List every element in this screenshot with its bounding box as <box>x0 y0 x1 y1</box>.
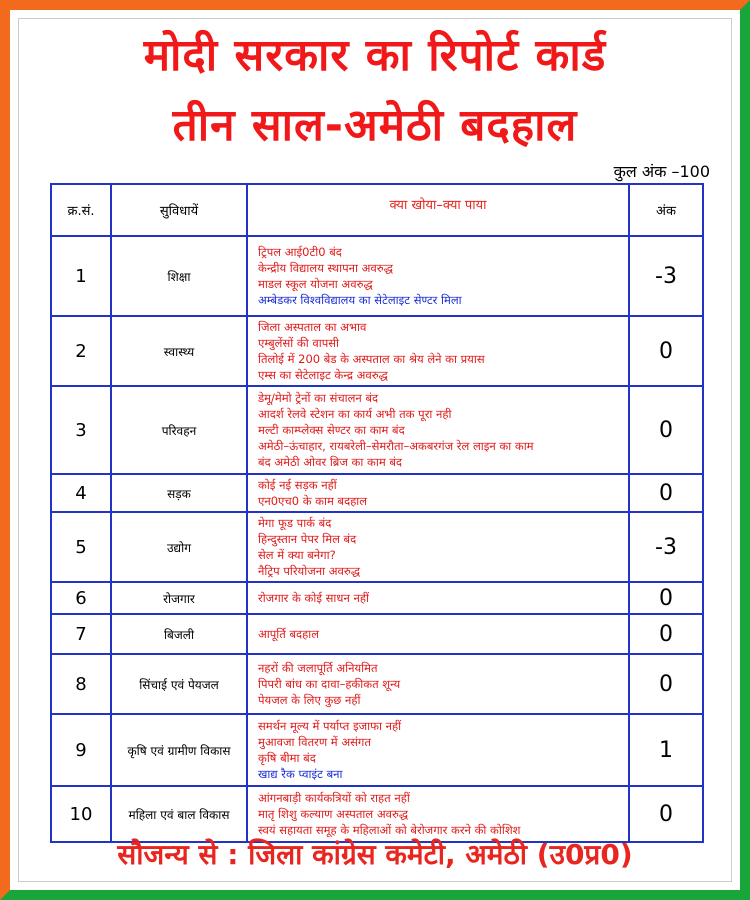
row-items <box>247 582 629 614</box>
row-items <box>247 474 629 512</box>
row-item-line: जिला अस्पताल का अभाव <box>258 320 367 334</box>
table-row <box>51 654 703 714</box>
row-serial-number: 8 <box>51 654 111 714</box>
row-item-line: ट्रिपल आई0टी0 बंद <box>258 245 342 259</box>
row-facility: महिला एवं बाल विकास <box>111 786 247 842</box>
row-item-line: अमेठी–ऊंचाहार, रायबरेली–सेमरौता–अकबरगंज रेल लाइन का काम <box>258 439 534 453</box>
row-score: -3 <box>629 236 703 316</box>
row-facility: सिंचाई एवं पेयजल <box>111 654 247 714</box>
row-facility: सड़क <box>111 474 247 512</box>
table-row <box>51 474 703 512</box>
table-row <box>51 236 703 316</box>
row-items <box>247 236 629 316</box>
header-facilities: सुविधायें <box>111 184 247 236</box>
row-item-line: आदर्श रेलवे स्टेशन का कार्य अभी तक पूरा नही <box>258 407 452 421</box>
row-item-line: समर्थन मूल्य में पर्याप्त इजाफा नहीं <box>258 719 402 733</box>
row-item-line: पिपरी बांध का दावा–हकीकत शून्य <box>258 677 401 691</box>
row-facility: बिजली <box>111 614 247 654</box>
row-items <box>247 714 629 786</box>
row-item-line: एम्बुलेंसों की वापसी <box>258 336 339 350</box>
table-row <box>51 614 703 654</box>
row-item-line: मुआवजा वितरण में असंगत <box>258 735 371 749</box>
row-item-line: खाद्य रैक प्वाइंट बना <box>258 767 343 781</box>
row-score: 0 <box>629 786 703 842</box>
report-card-table <box>50 183 704 843</box>
row-item-line: तिलोई में 200 बेड के अस्पताल का श्रेय लेने का प्रयास <box>258 352 485 366</box>
row-facility: स्वास्थ्य <box>111 316 247 386</box>
row-score: 0 <box>629 654 703 714</box>
footer-credit: सौजन्य से : जिला कांग्रेस कमेटी, अमेठी (उ0प्र0) <box>117 838 633 871</box>
header-serial: क्र.सं. <box>51 184 111 236</box>
table-row <box>51 714 703 786</box>
total-marks: कुल अंक –100 <box>613 162 710 181</box>
row-item-line: सेल में क्या बनेगा? <box>258 548 336 562</box>
row-items <box>247 614 629 654</box>
row-item-line: माडल स्कूल योजना अवरुद्ध <box>258 277 373 291</box>
row-item-line: कोई नई सड़क नहीं <box>258 478 337 492</box>
row-item-line: रोजगार के कोई साधन नहीं <box>258 591 369 605</box>
row-item-line: बंद अमेठी ओवर ब्रिज का काम बंद <box>258 455 403 469</box>
row-item-line: नैट्रिप परियोजना अवरुद्ध <box>258 564 361 578</box>
page-title: मोदी सरकार का रिपोर्ट कार्ड <box>143 30 607 81</box>
header-marks: अंक <box>629 184 703 236</box>
row-facility: परिवहन <box>111 386 247 474</box>
row-item-line: केन्द्रीय विद्यालय स्थापना अवरुद्ध <box>258 261 393 275</box>
row-item-line: पेयजल के लिए कुछ नहीं <box>258 693 361 707</box>
row-facility: रोजगार <box>111 582 247 614</box>
table-header-row <box>51 184 703 236</box>
row-facility: कृषि एवं ग्रामीण विकास <box>111 714 247 786</box>
row-serial-number: 4 <box>51 474 111 512</box>
row-serial-number: 7 <box>51 614 111 654</box>
row-items <box>247 654 629 714</box>
table-row <box>51 582 703 614</box>
row-facility: शिक्षा <box>111 236 247 316</box>
row-score: 0 <box>629 582 703 614</box>
header-lost-gained: क्या खोया–क्या पाया <box>247 184 629 236</box>
row-score: 0 <box>629 386 703 474</box>
row-serial-number: 6 <box>51 582 111 614</box>
row-item-line: स्वयं सहायता समूह के महिलाओं को बेरोजगार करने की कोशिश <box>258 823 521 837</box>
row-serial-number: 2 <box>51 316 111 386</box>
row-score: 0 <box>629 474 703 512</box>
row-serial-number: 1 <box>51 236 111 316</box>
row-score: -3 <box>629 512 703 582</box>
row-serial-number: 9 <box>51 714 111 786</box>
table-row <box>51 386 703 474</box>
row-item-line: मातृ शिशु कल्याण अस्पताल अवरुद्ध <box>258 807 409 821</box>
row-item-line: अम्बेडकर विश्वविद्यालय का सेटेलाइट सेण्टर मिला <box>258 293 462 307</box>
row-item-line: आंगनबाड़ी कार्यकत्रियों को राहत नहीं <box>258 791 410 805</box>
row-serial-number: 10 <box>51 786 111 842</box>
page-subtitle: तीन साल-अमेठी बदहाल <box>172 100 578 151</box>
row-score: 0 <box>629 316 703 386</box>
row-serial-number: 3 <box>51 386 111 474</box>
row-item-line: डेमू/मेमो ट्रेनों का संचालन बंद <box>258 391 379 405</box>
row-item-line: एन0एच0 के काम बदहाल <box>258 494 368 508</box>
table-row <box>51 316 703 386</box>
row-score: 1 <box>629 714 703 786</box>
row-item-line: कृषि बीमा बंद <box>258 751 316 765</box>
row-item-line: नहरों की जलापूर्ति अनियमित <box>258 661 378 675</box>
row-score: 0 <box>629 614 703 654</box>
row-item-line: हिन्दुस्तान पेपर मिल बंद <box>258 532 357 546</box>
row-item-line: एम्स का सेटेलाइट केन्द्र अवरुद्ध <box>258 368 388 382</box>
table-row <box>51 512 703 582</box>
row-facility: उद्योग <box>111 512 247 582</box>
row-serial-number: 5 <box>51 512 111 582</box>
row-items <box>247 512 629 582</box>
row-item-line: मेगा फूड पार्क बंद <box>258 516 332 530</box>
row-items <box>247 386 629 474</box>
row-item-line: आपूर्ति बदहाल <box>258 627 320 641</box>
row-items <box>247 316 629 386</box>
row-item-line: मल्टी काम्प्लेक्स सेण्टर का काम बंद <box>258 423 405 437</box>
